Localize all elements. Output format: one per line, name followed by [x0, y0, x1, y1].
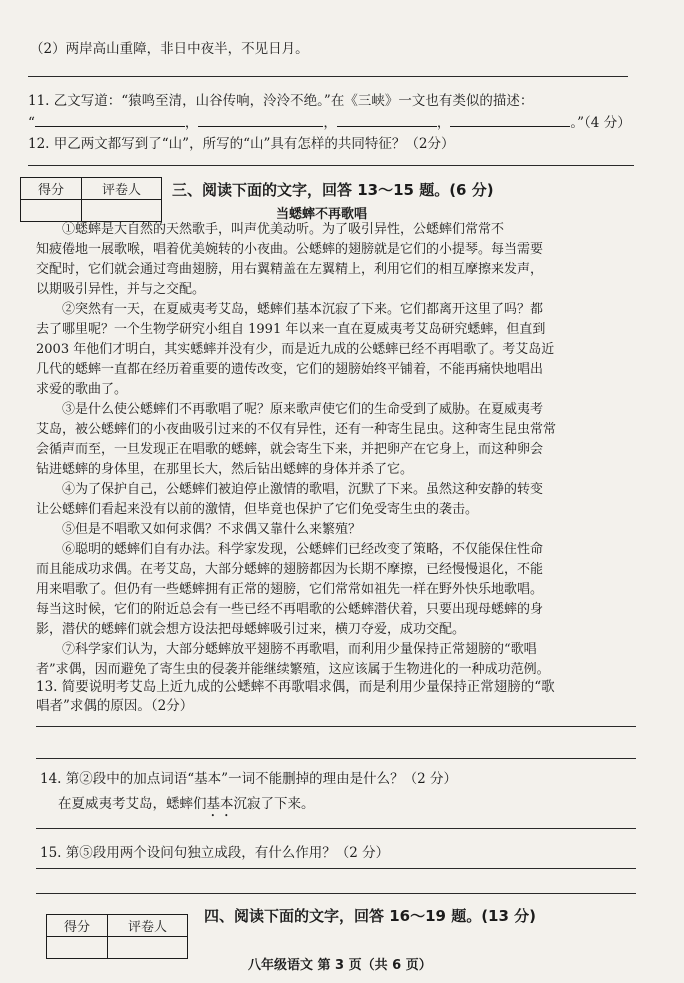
q11-blank-3[interactable]	[337, 112, 437, 127]
article-line: ⑥聪明的蟋蟀们自有办法。科学家发现，公蟋蟀们已经改变了策略，不仅能保住性命	[62, 542, 544, 557]
q11-open-quote: “	[28, 115, 35, 131]
article-line: 而且能成功求偶。在考艾岛，大部分蟋蟀的翅膀都因为长期不摩擦，已经慢慢退化，不能	[36, 562, 544, 577]
score-cell[interactable]	[21, 200, 82, 222]
q10-item-2: （2）两岸高山重障，非日中夜半，不见日月。	[30, 41, 309, 57]
article-line: 去了哪里呢？一个生物学研究小组自 1991 年以来一直在夏威夷考艾岛研究蟋蟀，但直到	[36, 322, 546, 337]
article-line: 几代的蟋蟀一直都在经历着重要的遗传改变，它们的翅膀始终平铺着，不能再痛快地唱出	[36, 362, 544, 377]
article-line: ③是什么使公蟋蟀们不再歌唱了呢？原来歌声使它们的生命受到了威胁。在夏威夷考	[62, 402, 544, 417]
q11-close: 。”（4 分）	[570, 115, 631, 131]
q12-prompt: 12. 甲乙两文都写到了“山”，所写的“山”具有怎样的共同特征？（2分）	[28, 136, 455, 152]
q14-quote-dotted-word: 基本	[206, 796, 234, 812]
grader-label: 评卷人	[108, 915, 188, 937]
score-table	[20, 177, 162, 222]
section-3-heading: 三、阅读下面的文字，回答 13～15 题。(6 分)	[172, 181, 494, 199]
article-line: 知疲倦地一展歌喉，唱着优美婉转的小夜曲。公蟋蟀的翅膀就是它们的小提琴。每当需要	[36, 242, 544, 257]
article-line: 交配时，它们就会通过弯曲翅膀，用右翼精盖在左翼精上，利用它们的相互摩擦来发声，	[36, 262, 544, 277]
article-line: 2003 年他们才明白，其实蟋蟀并没有少，而是近九成的公蟋蟀已经不再唱歌了。考艾岛近	[36, 342, 555, 357]
article-line: 以期吸引异性，并与之交配。	[36, 282, 206, 297]
answer-line	[28, 165, 634, 166]
q13-prompt-line-2: 唱者”求偶的原因。（2分）	[36, 698, 194, 714]
article-line: 会循声而至，一旦发现正在唱歌的蟋蟀，就会寄生下来，并把卵产在它身上，而这种卵会	[36, 442, 544, 457]
q11-sep-3: ，	[436, 115, 451, 131]
q14-quote-pre: 在夏威夷考艾岛，蟋蟀们	[58, 796, 207, 812]
grader-label: 评卷人	[82, 178, 162, 200]
article-line: 影，潜伏的蟋蟀们就会想方设法把母蟋蟀吸引过来，横刀夺爱，成功交配。	[36, 622, 466, 637]
article-line: ④为了保护自己，公蟋蟀们被迫停止激情的歌唱，沉默了下来。虽然这种安静的转变	[62, 482, 544, 497]
article-line: 求爱的歌曲了。	[36, 382, 128, 397]
q11-sep-2: ，	[323, 115, 337, 131]
score-label: 得分	[47, 915, 108, 937]
grader-cell[interactable]	[82, 200, 162, 222]
grader-cell[interactable]	[108, 937, 188, 959]
article-line: ②突然有一天，在夏威夷考艾岛，蟋蟀们基本沉寂了下来。它们都离开这里了吗？都	[62, 302, 544, 317]
q11-sep-1: ，	[184, 115, 199, 131]
score-label: 得分	[21, 178, 82, 200]
page-footer: 八年级语文 第 3 页（共 6 页）	[248, 958, 432, 973]
article-line: 用来唱歌了。但仍有一些蟋蟀拥有正常的翅膀，它们常常如祖先一样在野外快乐地歌唱。	[36, 582, 544, 597]
q14-quote	[58, 795, 315, 820]
q15-prompt: 15. 第⑤段用两个设问句独立成段，有什么作用？（2 分）	[40, 845, 390, 861]
q14-prompt: 14. 第②段中的加点词语“基本”一词不能删掉的理由是什么？（2 分）	[40, 771, 457, 787]
section-4-heading: 四、阅读下面的文字，回答 16～19 题。(13 分)	[204, 907, 537, 925]
score-cell[interactable]	[47, 937, 108, 959]
article-title: 当蟋蟀不再歌唱	[276, 207, 368, 222]
answer-line	[36, 893, 636, 894]
score-table	[46, 914, 188, 959]
answer-line	[36, 828, 636, 829]
q13-prompt-line-1: 13. 简要说明考艾岛上近九成的公蟋蟀不再歌唱求偶，而是利用少量保持正常翅膀的“歌	[36, 679, 555, 695]
answer-line	[28, 76, 628, 77]
article-line: 让公蟋蟀们看起来没有以前的激情，但毕竟也保护了它们免受寄生虫的袭击。	[36, 502, 479, 517]
article-line: ①蟋蟀是大自然的天然歌手，叫声优美动听。为了吸引异性，公蟋蟀们常常不	[62, 222, 505, 237]
q11-blank-row	[28, 112, 631, 132]
article-body	[36, 220, 646, 680]
q11-blank-4[interactable]	[450, 112, 570, 127]
q11-blank-2[interactable]	[198, 112, 323, 127]
q14-quote-post: 沉寂了下来。	[233, 796, 315, 812]
q11-blank-1[interactable]	[35, 112, 185, 127]
q11-prompt: 11. 乙文写道：“猿鸣至清，山谷传响，泠泠不绝。”在《三峡》一文也有类似的描述：	[28, 93, 534, 109]
article-line: 钻进蟋蟀的身体里，在那里长大，然后钻出蟋蟀的身体并杀了它。	[36, 462, 414, 477]
answer-line	[36, 868, 636, 869]
answer-line	[36, 758, 636, 759]
article-line: 每当这时候，它们的附近总会有一些已经不再唱歌的公蟋蟀潜伏着，只要出现母蟋蟀的身	[36, 602, 544, 617]
article-line: ⑤但是不唱歌又如何求偶？不求偶又靠什么来繁殖？	[62, 522, 362, 537]
answer-line	[36, 726, 636, 727]
article-line: ⑦科学家们认为，大部分蟋蟀放平翅膀不再歌唱，而利用少量保持正常翅膀的“歌唱	[62, 642, 537, 657]
article-line: 艾岛，被公蟋蟀们的小夜曲吸引过来的不仅有异性，还有一种寄生昆虫。这种寄生昆虫常常	[36, 422, 557, 437]
article-line: 者”求偶，因而避免了寄生虫的侵袭并能继续繁殖，这应该属于生物进化的一种成功范例。	[36, 662, 550, 677]
